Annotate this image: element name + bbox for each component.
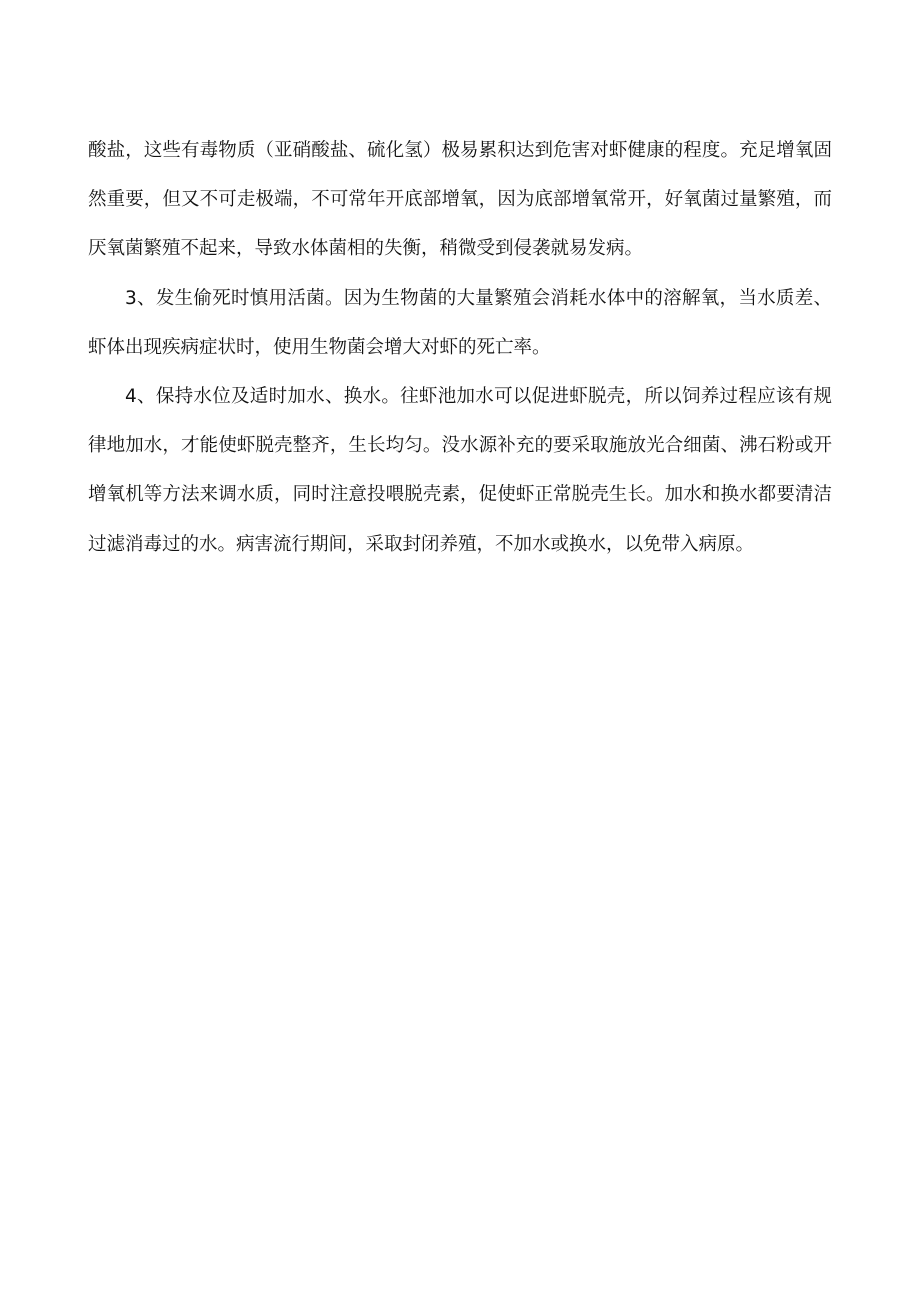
document-body xyxy=(88,126,832,569)
paragraph-aeration-continued: 酸盐，这些有毒物质（亚硝酸盐、硫化氢）极易累积达到危害对虾健康的程度。充足增氧固然重要，但又不可走极端，不可常年开底部增氧，因为底部增氧常开，好氧菌过量繁殖，而厌氧菌繁殖不起来，导致水体菌相的失衡，稍微受到侵袭就易发病。 xyxy=(88,140,832,260)
paragraph-point-4-water-level: 4、保持水位及适时加水、换水。往虾池加水可以促进虾脱壳，所以饲养过程应该有规律地加水，才能使虾脱壳整齐，生长均匀。没水源补充的要采取施放光合细菌、沸石粉或开增氧机等方法来调水质，同时注意投喂脱壳素，促使虾正常脱壳生长。加水和换水都要清洁过滤消毒过的水。病害流行期间，采取封闭养殖，不加水或换水，以免带入病原。 xyxy=(88,386,832,555)
paragraph-point-3-probiotics: 3、发生偷死时慎用活菌。因为生物菌的大量繁殖会消耗水体中的溶解氧，当水质差、虾体出现疾病症状时，使用生物菌会增大对虾的死亡率。 xyxy=(88,287,832,358)
